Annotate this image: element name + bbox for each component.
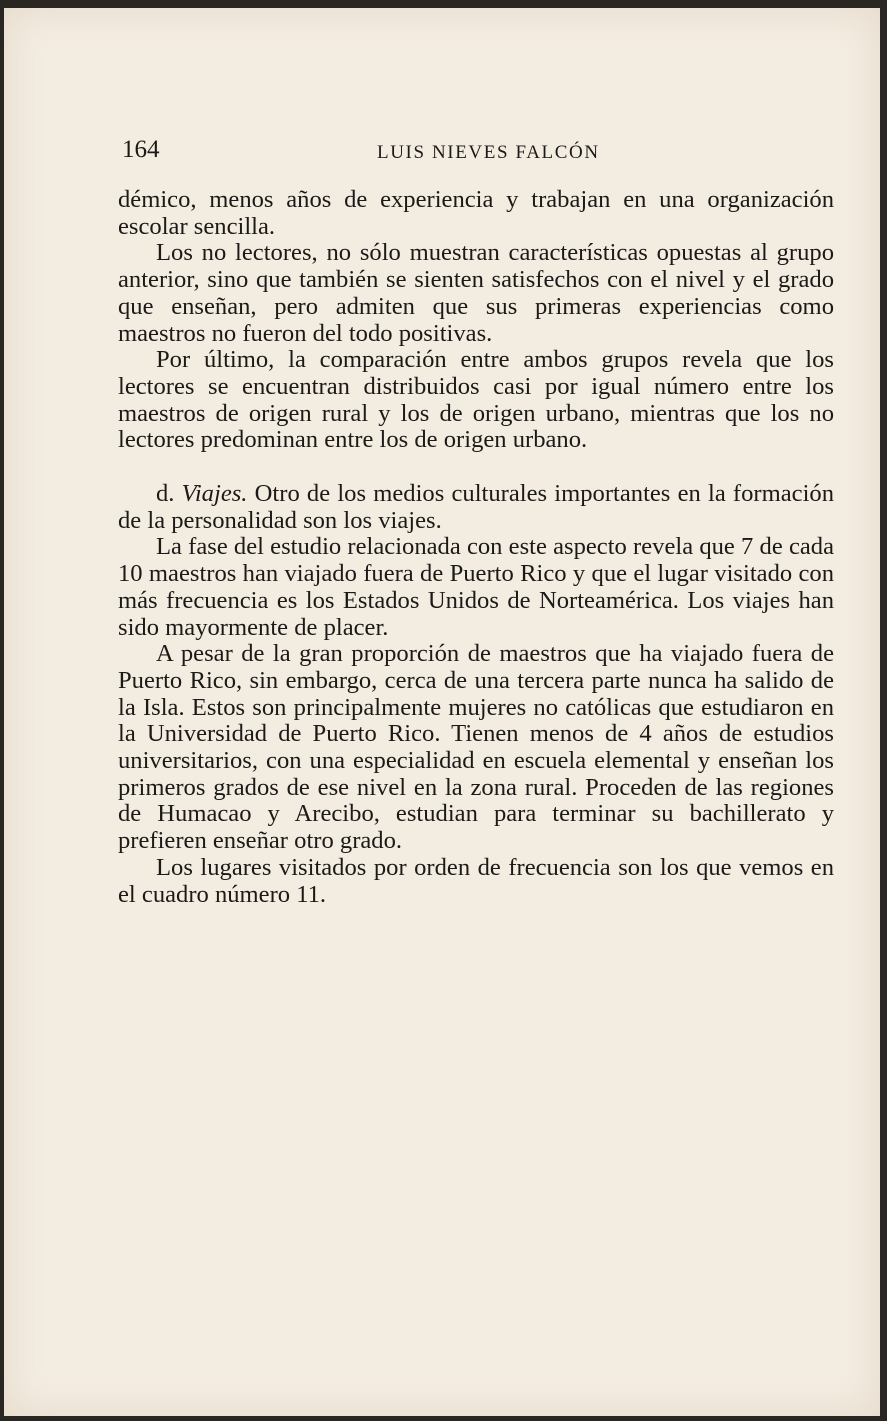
- paragraph: Los lugares visitados por orden de frecuencia son los que vemos en el cuadro número 11.: [118, 853, 834, 908]
- paragraph: A pesar de la gran proporción de maestros que ha viajado fuera de Puerto Rico, sin embargo, cerca de una tercera parte nunca ha salido de la Isla. Estos son principalmente mujeres no católicas que estudiaron en la Universidad de Puerto Rico. Tienen menos de 4 años de estudios universitarios, con una especialidad en escuela elemental y enseñan los primeros grados de ese nivel en la zona rural. Proceden de las regiones de Humacao y Arecibo, estudian para terminar su bachillerato y prefieren enseñar otro grado.: [118, 640, 834, 855]
- section-text: Otro de los medios culturales importantes en la formación de la personalidad son los viajes.: [118, 480, 834, 534]
- body-text: [118, 187, 834, 908]
- paragraph: Por último, la comparación entre ambos grupos revela que los lectores se encuentran distribuidos casi por igual número entre los maestros de origen rural y los de origen urbano, mientras que los no lectores predominan entre los de origen urbano.: [118, 346, 834, 454]
- paragraph: démico, menos años de experiencia y trabajan en una organización escolar sencilla.: [118, 186, 834, 240]
- section-break: [118, 454, 834, 481]
- paragraph: La fase del estudio relacionada con este aspecto revela que 7 de cada 10 maestros han viajado fuera de Puerto Rico y que el lugar visitado con más frecuencia es los Estados Unidos de Norteamérica. Los viajes han sido mayormente de placer.: [118, 533, 834, 641]
- section-title: Viajes.: [181, 480, 248, 508]
- running-head: LUIS NIEVES FALCÓN: [377, 142, 600, 163]
- paragraph: Los no lectores, no sólo muestran características opuestas al grupo anterior, sino que también se sienten satisfechos con el nivel y el grado que enseñan, pero admiten que sus primeras experiencias como maestros no fueron del todo positivas.: [118, 239, 834, 347]
- section-paragraph: [118, 481, 834, 534]
- page-number: 164: [122, 136, 160, 163]
- section-marker: d.: [156, 480, 175, 508]
- page-header: [122, 136, 842, 172]
